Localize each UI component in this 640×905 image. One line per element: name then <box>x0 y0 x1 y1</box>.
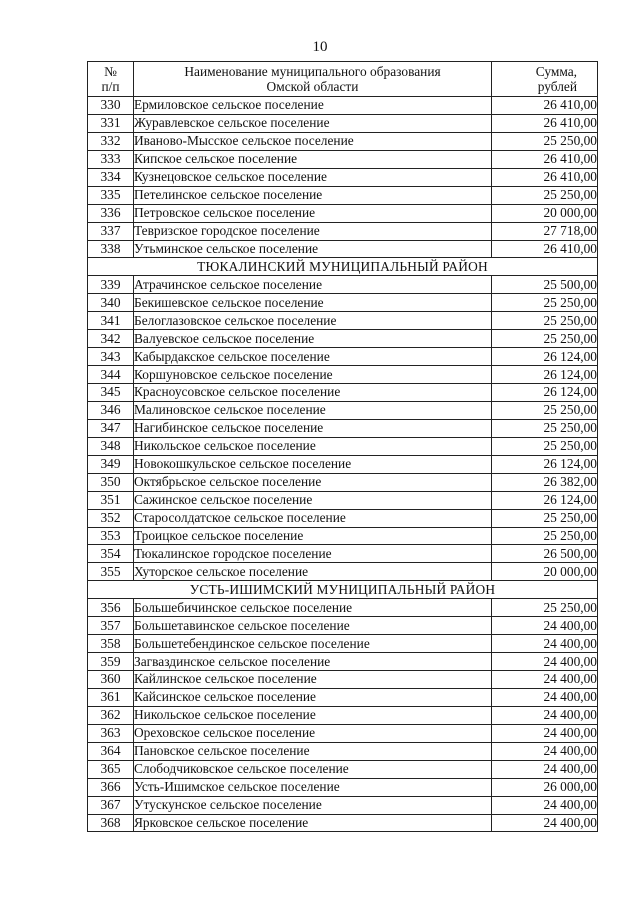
municipality-name: Красноусовское сельское поселение <box>134 384 492 402</box>
row-number: 361 <box>88 688 134 706</box>
row-number: 342 <box>88 330 134 348</box>
table-row <box>88 330 598 348</box>
table-row <box>88 742 598 760</box>
amount: 24 400,00 <box>492 617 598 635</box>
table-row <box>88 509 598 527</box>
municipality-name: Усть-Ишимское сельское поселение <box>134 778 492 796</box>
table-row <box>88 114 598 132</box>
municipality-name: Троицкое сельское поселение <box>134 527 492 545</box>
municipality-name: Загваздинское сельское поселение <box>134 653 492 671</box>
amount: 20 000,00 <box>492 204 598 222</box>
row-number: 358 <box>88 635 134 653</box>
amount: 26 410,00 <box>492 97 598 115</box>
amount: 26 124,00 <box>492 348 598 366</box>
amount: 24 400,00 <box>492 796 598 814</box>
row-number: 368 <box>88 814 134 832</box>
row-number: 333 <box>88 150 134 168</box>
table-row <box>88 312 598 330</box>
amount: 25 250,00 <box>492 132 598 150</box>
table-row <box>88 294 598 312</box>
row-number: 348 <box>88 437 134 455</box>
table-row <box>88 222 598 240</box>
table-row <box>88 653 598 671</box>
header-sum-line-1: Сумма, <box>535 64 577 79</box>
header-number <box>88 62 134 97</box>
header-name-line-1: Наименование муниципального образования <box>184 64 441 79</box>
row-number: 336 <box>88 204 134 222</box>
table-row <box>88 204 598 222</box>
table-row <box>88 455 598 473</box>
table-row <box>88 384 598 402</box>
amount: 26 410,00 <box>492 114 598 132</box>
district-title: ТЮКАЛИНСКИЙ МУНИЦИПАЛЬНЫЙ РАЙОН <box>88 258 598 276</box>
municipality-name: Ермиловское сельское поселение <box>134 97 492 115</box>
row-number: 350 <box>88 473 134 491</box>
table-row <box>88 814 598 832</box>
amount: 26 000,00 <box>492 778 598 796</box>
amount: 24 400,00 <box>492 635 598 653</box>
municipality-name: Нагибинское сельское поселение <box>134 419 492 437</box>
row-number: 332 <box>88 132 134 150</box>
amount: 25 250,00 <box>492 294 598 312</box>
table-row <box>88 419 598 437</box>
table-row <box>88 796 598 814</box>
amount: 25 250,00 <box>492 330 598 348</box>
amount: 25 250,00 <box>492 527 598 545</box>
municipality-name: Петровское сельское поселение <box>134 204 492 222</box>
municipality-name: Валуевское сельское поселение <box>134 330 492 348</box>
municipality-name: Атрачинское сельское поселение <box>134 276 492 294</box>
amount: 26 124,00 <box>492 366 598 384</box>
row-number: 364 <box>88 742 134 760</box>
row-number: 351 <box>88 491 134 509</box>
row-number: 334 <box>88 168 134 186</box>
municipality-name: Кайсинское сельское поселение <box>134 688 492 706</box>
municipality-name: Слободчиковское сельское поселение <box>134 760 492 778</box>
page-number: 10 <box>312 39 328 55</box>
row-number: 343 <box>88 348 134 366</box>
row-number: 345 <box>88 384 134 402</box>
table-row <box>88 132 598 150</box>
table-row <box>88 186 598 204</box>
amount: 24 400,00 <box>492 706 598 724</box>
table-row <box>88 778 598 796</box>
municipality-name: Ореховское сельское поселение <box>134 724 492 742</box>
municipality-name: Иваново-Мысское сельское поселение <box>134 132 492 150</box>
row-number: 331 <box>88 114 134 132</box>
amount: 26 410,00 <box>492 150 598 168</box>
municipality-name: Кайлинское сельское поселение <box>134 671 492 689</box>
municipality-name: Большетавинское сельское поселение <box>134 617 492 635</box>
amount: 24 400,00 <box>492 760 598 778</box>
table-row <box>88 545 598 563</box>
district-row <box>88 581 598 599</box>
amount: 25 250,00 <box>492 419 598 437</box>
district-row <box>88 258 598 276</box>
municipality-name: Утьминское сельское поселение <box>134 240 492 258</box>
row-number: 353 <box>88 527 134 545</box>
amount: 24 400,00 <box>492 814 598 832</box>
row-number: 337 <box>88 222 134 240</box>
amount: 25 250,00 <box>492 401 598 419</box>
municipality-name: Тевризское городское поселение <box>134 222 492 240</box>
row-number: 347 <box>88 419 134 437</box>
amount: 25 250,00 <box>492 509 598 527</box>
row-number: 365 <box>88 760 134 778</box>
table-row <box>88 688 598 706</box>
table-row <box>88 168 598 186</box>
row-number: 356 <box>88 599 134 617</box>
municipality-name: Утускунское сельское поселение <box>134 796 492 814</box>
row-number: 344 <box>88 366 134 384</box>
table-row <box>88 760 598 778</box>
table-row <box>88 724 598 742</box>
row-number: 339 <box>88 276 134 294</box>
municipality-name: Большетебендинское сельское поселение <box>134 635 492 653</box>
table-row <box>88 348 598 366</box>
row-number: 341 <box>88 312 134 330</box>
table-row <box>88 437 598 455</box>
row-number: 340 <box>88 294 134 312</box>
municipality-name: Октябрьское сельское поселение <box>134 473 492 491</box>
amount: 24 400,00 <box>492 724 598 742</box>
municipality-name: Старосолдатское сельское поселение <box>134 509 492 527</box>
amount: 26 124,00 <box>492 384 598 402</box>
header-name <box>134 62 492 97</box>
municipality-name: Новокошкульское сельское поселение <box>134 455 492 473</box>
amount: 24 400,00 <box>492 742 598 760</box>
allocation-table <box>87 61 598 832</box>
amount: 24 400,00 <box>492 653 598 671</box>
row-number: 335 <box>88 186 134 204</box>
table-row <box>88 473 598 491</box>
row-number: 367 <box>88 796 134 814</box>
amount: 24 400,00 <box>492 671 598 689</box>
row-number: 354 <box>88 545 134 563</box>
table-row <box>88 671 598 689</box>
municipality-name: Журавлевское сельское поселение <box>134 114 492 132</box>
table-header <box>88 62 598 97</box>
row-number: 360 <box>88 671 134 689</box>
table-row <box>88 240 598 258</box>
table-row <box>88 599 598 617</box>
amount: 26 410,00 <box>492 240 598 258</box>
municipality-name: Тюкалинское городское поселение <box>134 545 492 563</box>
row-number: 362 <box>88 706 134 724</box>
table-row <box>88 635 598 653</box>
municipality-name: Кузнецовское сельское поселение <box>134 168 492 186</box>
municipality-name: Большебичинское сельское поселение <box>134 599 492 617</box>
municipality-name: Хуторское сельское поселение <box>134 563 492 581</box>
table-row <box>88 401 598 419</box>
row-number: 330 <box>88 97 134 115</box>
table-row <box>88 276 598 294</box>
header-number-line-2: п/п <box>101 79 120 94</box>
amount: 26 124,00 <box>492 455 598 473</box>
table-row <box>88 563 598 581</box>
amount: 25 250,00 <box>492 312 598 330</box>
table-row <box>88 150 598 168</box>
municipality-name: Ярковское сельское поселение <box>134 814 492 832</box>
table-row <box>88 706 598 724</box>
table-row <box>88 617 598 635</box>
table-row <box>88 366 598 384</box>
row-number: 355 <box>88 563 134 581</box>
municipality-name: Коршуновское сельское поселение <box>134 366 492 384</box>
row-number: 357 <box>88 617 134 635</box>
amount: 26 410,00 <box>492 168 598 186</box>
municipality-name: Никольское сельское поселение <box>134 706 492 724</box>
municipality-name: Кабырдакское сельское поселение <box>134 348 492 366</box>
row-number: 349 <box>88 455 134 473</box>
row-number: 352 <box>88 509 134 527</box>
row-number: 359 <box>88 653 134 671</box>
header-sum-line-2: рублей <box>537 79 577 94</box>
table-body <box>88 97 598 832</box>
municipality-name: Малиновское сельское поселение <box>134 401 492 419</box>
header-sum <box>492 62 598 97</box>
municipality-name: Белоглазовское сельское поселение <box>134 312 492 330</box>
amount: 26 500,00 <box>492 545 598 563</box>
row-number: 338 <box>88 240 134 258</box>
amount: 25 500,00 <box>492 276 598 294</box>
header-number-line-1: № <box>104 64 117 79</box>
municipality-name: Сажинское сельское поселение <box>134 491 492 509</box>
table-row <box>88 97 598 115</box>
municipality-name: Никольское сельское поселение <box>134 437 492 455</box>
row-number: 363 <box>88 724 134 742</box>
amount: 25 250,00 <box>492 186 598 204</box>
table-row <box>88 527 598 545</box>
row-number: 346 <box>88 401 134 419</box>
row-number: 366 <box>88 778 134 796</box>
header-name-line-2: Омской области <box>266 79 359 94</box>
municipality-name: Пановское сельское поселение <box>134 742 492 760</box>
municipality-name: Кипское сельское поселение <box>134 150 492 168</box>
municipality-name: Петелинское сельское поселение <box>134 186 492 204</box>
amount: 25 250,00 <box>492 437 598 455</box>
amount: 25 250,00 <box>492 599 598 617</box>
amount: 24 400,00 <box>492 688 598 706</box>
amount: 27 718,00 <box>492 222 598 240</box>
table-row <box>88 491 598 509</box>
amount: 20 000,00 <box>492 563 598 581</box>
district-title: УСТЬ-ИШИМСКИЙ МУНИЦИПАЛЬНЫЙ РАЙОН <box>88 581 598 599</box>
municipality-name: Бекишевское сельское поселение <box>134 294 492 312</box>
amount: 26 124,00 <box>492 491 598 509</box>
amount: 26 382,00 <box>492 473 598 491</box>
